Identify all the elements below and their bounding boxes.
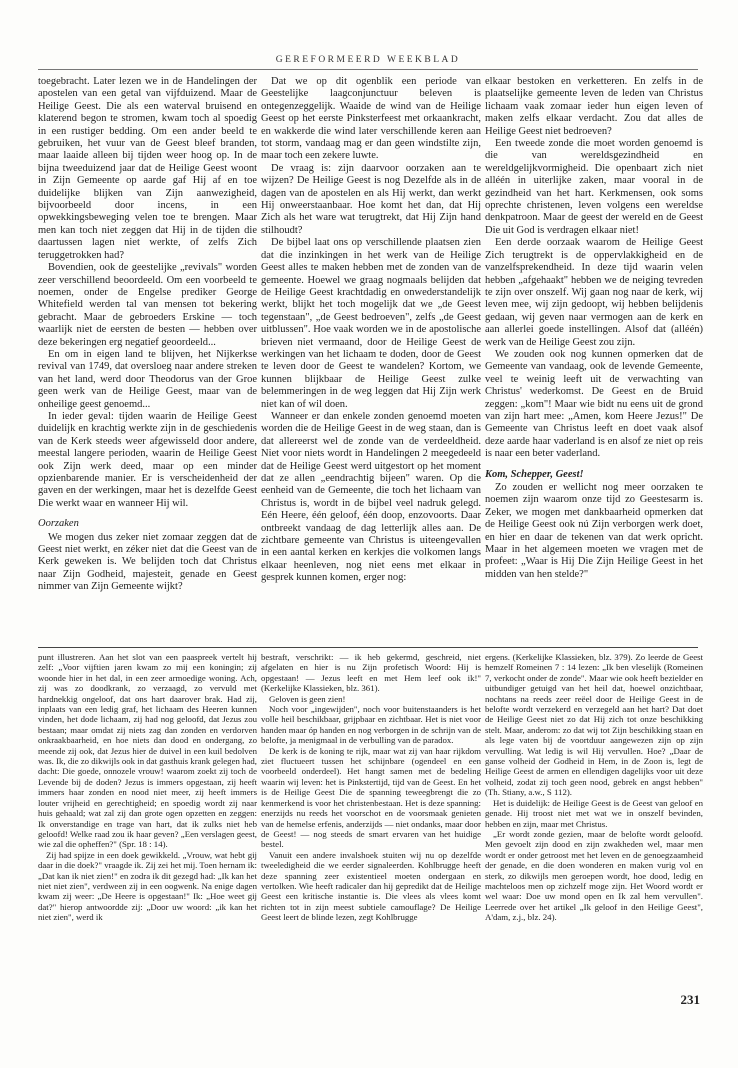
paragraph: elkaar bestoken en verketteren. En zelfs in de plaatselijke gemeente leven de leden van Christus lichaam vaak zomaar ieder hun eigen leven of maken zelfs elkaar verdacht. Zou dat alles de Heilige Geest niet bedroeven?	[485, 76, 703, 137]
paragraph: In ieder geval: tijden waarin de Heilige Geest duidelijk en krachtig werkte zijn in de geschiedenis van de Kerk steeds weer afgewisseld door andere, meestal langere perioden, waarin de Heilige Geest ook Zijn werk deed, maar op een minder opzienbarende manier. Er is verscheidenheid der gaven en der werkingen, maar het is dezelfde Geest Die werkt waar en wanneer Hij wil.	[38, 410, 257, 509]
paragraph: Wanneer er dan enkele zonden genoemd moeten worden die de Heilige Geest in de weg staan, dan is dat allereerst wel de zonde van de verdeeldheid. Niet voor niets wordt in Handelingen 2 meegedeeld dat de Heilige Geest werd uitgestort op het moment dat ze allen „eendrachtig bijeen" waren. Op die eenheid van de Gemeente, die toch het lichaam van Christus is, wordt in de bijbel veel nadruk gelegd. Eén Heere, één geloof, één doop, enzovoorts. Daar ontbreekt vandaag de dag letterlijk alles aan. De zichtbare gemeente van Christus is uiteengevallen in een aantal kerken en kerkjes die volkomen langs elkaar heenleven, nog niet eens met elkaar in gesprek kunnen komen, erger nog:	[261, 410, 481, 584]
paragraph: Zo zouden er wellicht nog meer oorzaken te noemen zijn waarom onze tijd zo Geestesarm is. Zeker, we mogen met dankbaarheid opmerken dat de Heilige Geest ook nú Zijn verborgen werk doet, en hier en daar de tekenen van dat werk opricht. Maar in het algemeen moeten we vragen met de profeet: „Waar is Hij Die Zijn Heilige Geest in het midden van hen stelde?"	[485, 482, 703, 580]
note-paragraph: bestraft, verschrikt: — ik heb gekermd, geschreid, niet afgelaten en hier is nu Zijn profetisch Woord: Hij is opgestaan! — Jezus leeft en met Hem leef ook ik!" (Kerkelijke Klassieken, blz. 361).	[261, 652, 481, 694]
subheading-oorzaken: Oorzaken	[38, 518, 79, 530]
note-paragraph: Zij had spijze in een doek gewikkeld. „Vrouw, wat hebt gij daar in die doek?" vraagde ik. Zij zei het mij. Toen hernam ik: „Dat kan ik niet zien!" en zodra ik dit gezegd had: „Ik kan het niet niet zien", verdween zij in een oogwenk. Na enige dagen kwam zij weer: „De Heere is opgestaan!" Ik: „Hoe weet gij dat?" hierop antwoordde zij: „Door uw woord: „ik kan het niet zien", werd ik	[38, 849, 257, 923]
page-number: 231	[680, 992, 700, 1007]
note-paragraph: punt illustreren. Aan het slot van een paaspreek vertelt hij zelf: „Voor vijftien jaren kwam zo mij een koningin; zij woonde hier in het dal, in een zeer armoedige woning. Ach, zij was zo doodkrank, zo verzaagd, zo vervuld met hardnekkig ongeloof, dat ons hart daarover brak. Had zij, inplaats van een ledig graf, het lichaam des Heeren kunnen vinden, het dode lichaam, zij had nog geloofd, dat Jezus zou bestaan; maar omdat zij niets zag dan zonden en verdorven onkraakbaarheid, en hoe niets dan dood en ondergang, zo meende zij ook, dat Jezus hier de duivel in een kuil bedolven was. Ik, die zo dikwijls ook in dat gasthuis krank gelegen had, dacht: Die goede, onnozele vrouw! waarom zoekt zij toch de Levende bij de doden? Jezus is immers opgestaan, zij heeft immers haar zonden en nood niet meer, zij heeft immers louter vrijheid en gerechtigheid; en spoedig wordt zij naar huis gehaald; wat zal zij dan grote ogen opzetten en zeggen: Ik onverstandige en trage van hart, dat ik zulks niet heb geloofd! Welke raad zou ik haar geven? „Een verslagen geest, wie zal die opheffen?" (Spr. 18 : 14).	[38, 652, 257, 850]
paragraph: En om in eigen land te blijven, het Nijkerkse revival van 1749, dat oversloeg naar andere streken van het land, werd door Theodorus van der Groe geen werk van de Heilige Geest, maar van de onheilige geest genoemd...	[38, 348, 257, 410]
note-paragraph: Het is duidelijk: de Heilige Geest is de Geest van geloof en genade. Hij troost niet met wat we in onszelf bevinden, hebben en zijn, maar met Christus.	[485, 797, 703, 829]
note-paragraph: Vanuit een andere invalshoek stuiten wij nu op dezelfde tweeledigheid die we eerder signaleerden. Kohlbrugge heeft deze spanning zeer existentieel moeten ondergaan en vertolken. Wie heeft radicaler dan hij gepredikt dat de Heilige Geest een kritische instantie is. Die vlees als vlees komt richten tot in zijn meest subtiele camouflage? De Heilige Geest leert de blinde lezen, zegt Kohlbrugge	[261, 849, 481, 923]
subheading-kom-schepper-geest: Kom, Schepper, Geest!	[485, 468, 584, 480]
running-header: GEREFORMEERD WEEKBLAD	[38, 55, 698, 70]
note-paragraph: Geloven is geen zien!	[269, 693, 346, 704]
paragraph: De vraag is: zijn daarvoor oorzaken aan te wijzen? De Heilige Geest is nog Dezelfde als in de dagen van de apostelen en als Hij werkt, dan werkt Hij onweerstaanbaar. Hoe komt het dan, dat Hij Zich als het ware wat terugtrekt, dat Hij Zijn hand stilhoudt?	[261, 162, 481, 236]
divider	[38, 647, 698, 648]
paragraph: Een tweede zonde die moet worden genoemd is die van wereldsgezindheid en wereldgelijkvormigheid. Die openbaart zich niet alléén in uiterlijke zaken, maar vooral in de gezindheid van het hart. Kerkmensen, ook soms oprechte christenen, leven volgens een wereldse denkpatroon. Maar de geest der wereld en de Geest Die uit God is verdragen elkaar niet!	[485, 138, 703, 236]
note-paragraph: Noch voor „ingewijden", noch voor buitenstaanders is het volle heil beschikbaar, grijpbaar en zichtbaar. Het is niet voor handen maar óp handen en nog verborgen in de schrijn van de belofte, ja menigmaal in de verbulling van de paradox.	[261, 704, 481, 746]
notes-column-2	[261, 652, 481, 952]
note-paragraph: „Er wordt zonde gezien, maar de belofte wordt geloofd. Men gevoelt zijn dood en zijn zwakheden wel, maar men wordt er onder getroost met het leven en de genoegzaamheid der genade, en die doen wonderen en maken vurig vol en sterk, zo dikwijls men geroepen wordt, hoe dood, ledig en machteloos men op zichzelf moge zijn. Het Woord wordt er wel waar: Doe uw mond open en Ik zal hem vervullen". Leerrede over het artikel „Ik geloof in den Heilige Geest", A'dam, z.j., blz. 24).	[485, 828, 703, 923]
article-column-1	[38, 76, 257, 636]
article-column-2	[261, 76, 481, 636]
article-column-3	[485, 76, 703, 636]
notes-column-3	[485, 652, 703, 942]
paragraph: De bijbel laat ons op verschillende plaatsen zien dat die inzinkingen in het werk van de Heilige Geest alles te maken hebben met de zonden van de gemeente. Hoewel we graag nogmaals belijden dat de Heilige Geest krachtdadig en onwederstandelijk werkt, blijkt het toch mogelijk dat we „de Geest tegenstaan", „de Geest bedroeven", zelfs „de Geest uitblussen". Hoe vaak worden we in de apostolische brieven niet vermaand, door de Heilige Geest de werkingen van het lichaam te doden, door de Geest te leven door de Geest te wandelen? Kortom, we kunnen blijkbaar de Heilige Geest zulke belemmeringen in de weg leggen dat Hij Zijn werk niet kan of wil doen.	[261, 237, 481, 410]
paragraph: toegebracht. Later lezen we in de Handelingen der apostelen van een getal van vijfduizend. Maar de Heilige Geest. Die als een waterval bruisend en klaterend begon te stromen, kwam toch al spoedig in een rustiger bedding. Om een ander beeld te gebruiken, het vuur van de Geest bleef branden, maar laaide alleen bij tijden weer hoog op. In de bijna tweeduizend jaar dat de Heilige Geest woont in Zijn Gemeente op aarde gaf Hij af en toe duidelijke blijken van Zijn aanwezigheid, bijvoorbeeld door incens, in een opwekkingsbeweging velen toe te brengen. Maar men kan toch niet zeggen dat Hij in de tijden die daartussen lagen niet werkte, of zelfs Zich teruggetrokken had?	[38, 76, 257, 261]
paragraph: We zouden ook nog kunnen opmerken dat de Gemeente van vandaag, ook de levende Gemeente, veel te weinig leeft uit de verwachting van Christus' wederkomst. De Geest en de Bruid zeggen: „kom"! Maar wie bidt nu eens uit de grond van zijn hart mee: „Amen, kom Heere Jezus!" De Gemeente van Christus leeft en doet vaak alsof deze aarde haar vaderland is en alsof ze niet op reis is naar een beter vaderland.	[485, 348, 703, 460]
paragraph: Dat we op dit ogenblik een periode van Geestelijke laagconjunctuur beleven is ontegenzeggelijk. Waaide de wind van de Heilige Geest op het eerste Pinksterfeest met orkaankracht, en wakkerde die wind later verschillende keren aan tot storm, vandaag mag er dan geen windstilte zijn, maar toch een zekere luwte.	[261, 76, 481, 162]
notes-column-1	[38, 652, 257, 952]
paragraph: Bovendien, ook de geestelijke „revivals" worden zeer verschillend beoordeeld. Om een voorbeeld te noemen, onder de Engelse prediker George Whitefield werden tal van mensen tot bekering gebracht. Maar de gebroeders Erskine — toch waarlijk niet de eersten de besten — hebben over deze bekeringen erg negatief geoordeeld...	[38, 262, 257, 348]
paragraph: Een derde oorzaak waarom de Heilige Geest Zich terugtrekt is de oppervlakkigheid en de vanzelfsprekendheid. In deze tijd waarin velen hebben „afgehaakt" hebben we de neiging tevreden te zijn over onszelf. Wij gaan nog naar de kerk, wij leven mee, wij zijn gedoopt, wij hebben belijdenis gedaan, wij geven naar vermogen aan de kerk en aan allerlei goede instellingen. Alsof dat (alléén) werk van de Heilige Geest zou zijn.	[485, 237, 703, 348]
note-paragraph: De kerk is de koning te rijk, maar wat zij van haar rijkdom ziet fluctueert tussen het schijnbare (ogendeel en een voorbeeld onderdeel). Het hangt samen met de bedeling waarin wij leven: het is Pinkstertijd, tijd van de Geest. En het is de Heilige Geest Die de spanning teweegbrengt die zo kenmerkend is voor het christenbestaan. Het is deze spanning: enerzijds nu reeds het voorschot en de voorsmaak genieten van de hemelse erfenis, anderzijds — niet ondanks, maar door de Geest! — nog steeds de smart ervaren van het huidige bestel.	[261, 745, 481, 850]
note-paragraph: ergens. (Kerkelijke Klassieken, blz. 379). Zo leerde de Geest hemzelf Romeinen 7 : 14 lezen: „Ik ben vleselijk (Romeinen 7, verkocht onder de zonde". Maar wie ook heeft bezielder en uitbundiger getuigd van het heil dat, hoewel onzichtbaar, nochtans na reeds zeer reëel door de Heilige Geest in de belofte wordt verzekerd en verzegeld aan het hart? Dat doet de Heilige Geest niet zo dat Hij zich tot onze beschikking stelt. Maar, anderom: zo dat wij tot Zijn beschikking staan en als lege vaten bij de voortduur aangewezen zijn op zijn vervulling. Wat ledig is wil Hij vervullen. Hoe? „Daar de ganse volheid der Godheid in Hem, in de Zoon is, legt de Heilige Geest de armen en ellendigen dagelijks voor uit deze volheid, zodat zij toch geen nood, gebrek en angst hebben" (Th. Stiany, a.w., S 112).	[485, 652, 703, 798]
paragraph: We mogen dus zeker niet zomaar zeggen dat de Geest niet werkt, en zéker niet dat die Geest van de Kerk geweken is. We belijden toch dat Christus naar Zijn Godheid, majesteit, genade en Geest nimmer van Zijn Gemeente wijkt?	[38, 531, 257, 593]
